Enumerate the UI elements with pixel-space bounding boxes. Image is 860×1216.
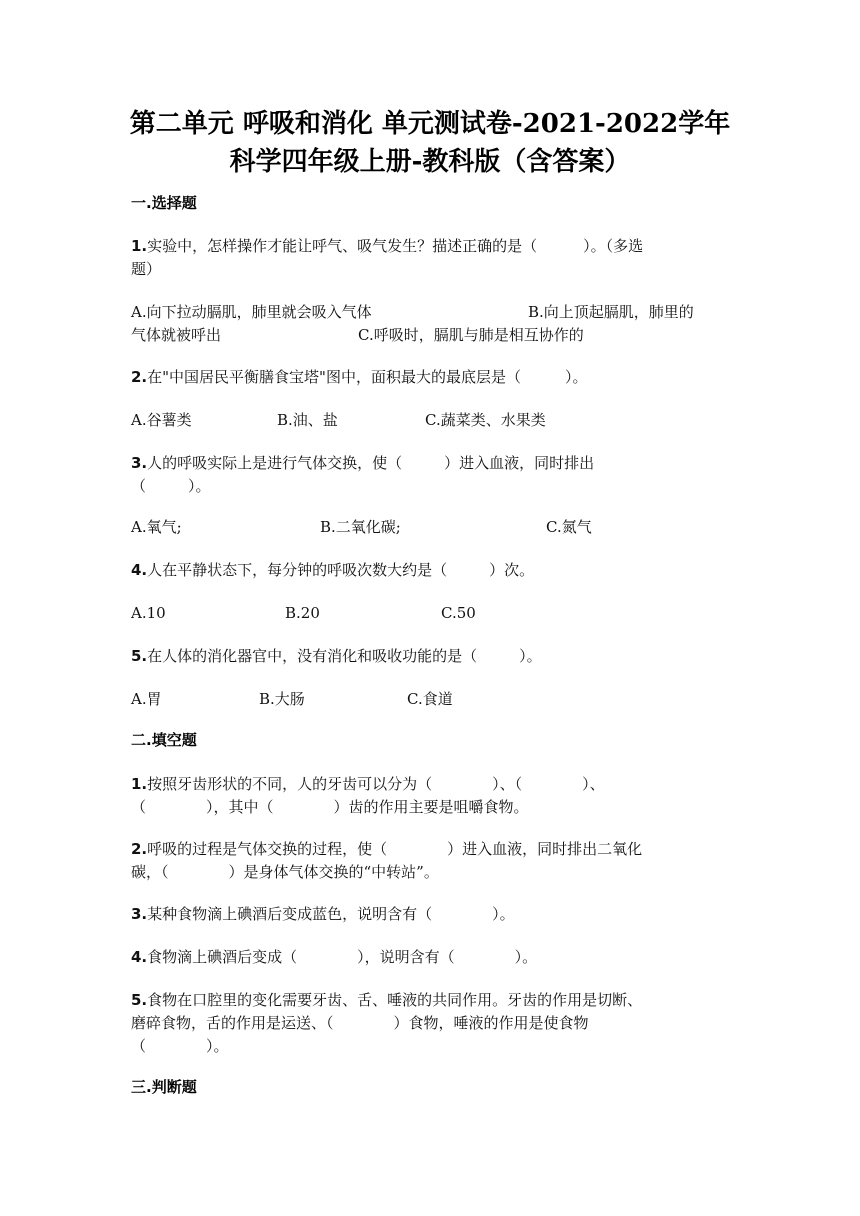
section-heading-choice: 一.选择题 — [131, 194, 197, 212]
question-text: ）。 — [519, 647, 542, 665]
question-text: 磨碎食物，舌的作用是运送、（ — [131, 1014, 334, 1032]
question-text: 食物滴上碘酒后变成（ — [147, 948, 298, 966]
question-number: 4. — [131, 948, 148, 966]
question-number: 4. — [131, 561, 148, 579]
exam-title-line2: 科学四年级上册-教科版（含答案） — [229, 147, 631, 177]
question-text: ），其中（ — [206, 798, 274, 816]
choice-question-2 — [131, 366, 731, 388]
question-number: 2. — [131, 368, 148, 386]
question-number: 1. — [131, 775, 148, 793]
question-text: 在"中国居民平衡膳食宝塔"图中，面积最大的最底层是（ — [147, 368, 521, 386]
choice-question-1-cont: 题） — [131, 260, 162, 278]
question-text: ）、（ — [492, 775, 523, 793]
choice-question-3-cont — [131, 475, 731, 497]
choice-q5-option-a: A.胃 — [131, 690, 162, 708]
choice-q1-option-a: A.向下拉动膈肌，肺里就会吸入气体 — [131, 303, 372, 321]
question-text: ）。 — [206, 1037, 229, 1055]
question-text: ）进入血液，同时排出二氧化 — [447, 840, 643, 858]
question-number: 5. — [131, 991, 148, 1009]
choice-q3-option-c: C.氮气 — [546, 518, 592, 536]
choice-q3-option-a: A.氧气; — [131, 518, 182, 536]
question-number: 2. — [131, 840, 148, 858]
fill-question-2-cont — [131, 861, 731, 883]
question-text: ）是身体气体交换的“中转站”。 — [228, 863, 439, 881]
choice-q1-option-c: C.呼吸时，膈肌与肺是相互协作的 — [358, 326, 584, 344]
question-text: ）进入血液，同时排出 — [444, 454, 595, 472]
question-text: （ — [131, 477, 147, 495]
choice-q1-option-b-cont: 气体就被呼出 — [131, 326, 222, 344]
section-heading-judge: 三.判断题 — [131, 1078, 197, 1096]
fill-question-5-cont — [131, 1012, 771, 1034]
exam-title-line1: 第二单元 呼吸和消化 单元测试卷-2021-2022学年 — [129, 109, 731, 139]
question-text: 食物在口腔里的变化需要牙齿、舌、唾液的共同作用。牙齿的作用是切断、 — [147, 991, 643, 1009]
fill-question-5-cont2 — [131, 1035, 731, 1057]
question-number: 3. — [131, 905, 148, 923]
question-text: ）齿的作用主要是咀嚼食物。 — [333, 798, 529, 816]
question-text: ）。 — [564, 368, 588, 386]
question-number: 5. — [131, 647, 148, 665]
fill-question-5 — [131, 989, 771, 1011]
choice-q4-option-c: C.50 — [441, 604, 476, 622]
section-heading-fill: 二.填空题 — [131, 731, 197, 749]
choice-q2-option-a: A.谷薯类 — [131, 411, 192, 429]
fill-question-2 — [131, 838, 771, 860]
question-text: 按照牙齿形状的不同，人的牙齿可以分为（ — [147, 775, 433, 793]
question-text: ），说明含有（ — [357, 948, 455, 966]
question-text: ）食物，唾液的作用是使食物 — [393, 1014, 589, 1032]
fill-question-4 — [131, 946, 731, 968]
question-text: ）。（多选 — [583, 237, 644, 255]
fill-question-1-cont — [131, 796, 731, 818]
question-text: 呼吸的过程是气体交换的过程，使（ — [147, 840, 388, 858]
choice-q2-option-b: B.油、盐 — [277, 411, 338, 429]
choice-q3-option-b: B.二氧化碳; — [320, 518, 401, 536]
fill-question-1 — [131, 773, 771, 795]
question-text: 在人体的消化器官中，没有消化和吸收功能的是（ — [147, 647, 478, 665]
question-text: 人的呼吸实际上是进行气体交换，使（ — [147, 454, 403, 472]
question-text: （ — [131, 1037, 147, 1055]
question-text: ）次。 — [489, 561, 535, 579]
question-text: 人在平静状态下，每分钟的呼吸次数大约是（ — [147, 561, 448, 579]
choice-q5-option-b: B.大肠 — [259, 690, 305, 708]
choice-q5-option-c: C.食道 — [407, 690, 453, 708]
choice-question-1 — [131, 235, 731, 257]
question-text: 碳，（ — [131, 863, 169, 881]
choice-question-3 — [131, 452, 731, 474]
choice-question-4 — [131, 559, 731, 581]
choice-q4-option-b: B.20 — [285, 604, 320, 622]
choice-q4-option-a: A.10 — [131, 604, 166, 622]
question-text: （ — [131, 798, 147, 816]
question-text: ）。 — [492, 905, 515, 923]
question-text: 某种食物滴上碘酒后变成蓝色，说明含有（ — [147, 905, 433, 923]
question-number: 1. — [131, 237, 148, 255]
choice-question-5 — [131, 645, 731, 667]
question-text: ）、 — [582, 775, 605, 793]
choice-q2-option-c: C.蔬菜类、水果类 — [425, 411, 546, 429]
question-text: ）。 — [188, 477, 211, 495]
fill-question-3 — [131, 903, 731, 925]
question-number: 3. — [131, 454, 148, 472]
choice-q1-option-b: B.向上顶起膈肌，肺里的 — [528, 303, 694, 321]
question-text: ）。 — [514, 948, 538, 966]
question-text: 实验中，怎样操作才能让呼气、吸气发生？描述正确的是（ — [147, 237, 538, 255]
